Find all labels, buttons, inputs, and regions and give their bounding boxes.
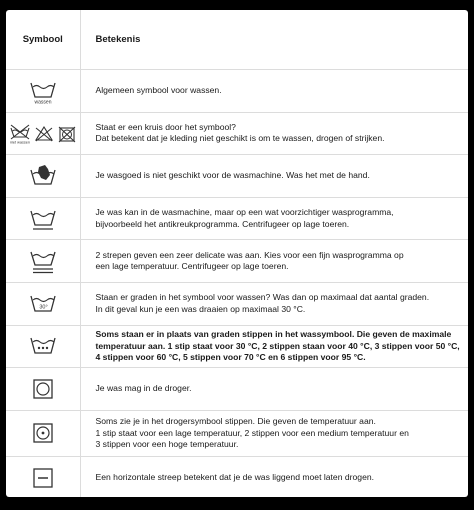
care-symbols-table-card [6, 10, 468, 497]
meaning-cell: Soms zie je in het drogersymbool stippen. Die geven de temperatuur aan. 1 stip staat voor een lage temperatuur, 2 stippen voor een medium temperatuur en 3 stippen voor een hoge temperatuur. [80, 410, 468, 456]
no-wash-icon-label: niet wassen [9, 140, 30, 145]
tumble-dryer-icon [32, 378, 54, 400]
dry-flat-icon [32, 467, 54, 489]
no-bleach-icon [34, 124, 54, 144]
table-row [6, 240, 468, 283]
symbol-cell [6, 240, 80, 283]
symbol-cell [6, 410, 80, 456]
symbol-cell [6, 456, 80, 497]
symbol-cell [6, 155, 80, 198]
symbol-cell [6, 70, 80, 113]
symbol-cell [6, 325, 80, 368]
table-row [6, 282, 468, 325]
symbol-cell [6, 282, 80, 325]
no-tumble-dry-icon [57, 124, 77, 144]
temperature-label: 30° [39, 304, 48, 311]
table-row [6, 325, 468, 368]
care-symbols-table [6, 10, 468, 497]
wash-tub-dots-icon [28, 333, 58, 359]
crossed-out-care-icons [6, 122, 80, 144]
meaning-cell: Algemeen symbool voor wassen. [80, 70, 468, 113]
table-row [6, 368, 468, 411]
symbol-cell [6, 368, 80, 411]
table-row [6, 155, 468, 198]
table-row [6, 410, 468, 456]
header-symbol: Symbool [6, 10, 80, 70]
meaning-cell: Een horizontale streep betekent dat je de was liggend moet laten drogen. [95, 472, 375, 483]
table-row [6, 112, 468, 155]
no-wash-icon [9, 122, 31, 144]
meaning-cell: Soms staan er in plaats van graden stippen in het wassymbool. Die geven de maximale temperatuur aan. 1 stip staat voor 30 °C, 2 stippen staan voor 40 °C, 3 stippen voor 50 °C, 4 stippen voor 60 °C, 5 stippen voor 70 °C en 6 stippen voor 95 °C. [80, 325, 468, 368]
wash-tub-temperature-icon [28, 291, 58, 317]
meaning-cell: 2 strepen geven een zeer delicate was aan. Kies voor een fijn wasprogramma op een lage temperatuur. Centrifugeer op lage toeren. [80, 240, 468, 283]
meaning-cell: Staan er graden in het symbool voor wassen? Was dan op maximaal dat aantal graden. In dit geval kun je een was draaien op maximaal 30 °C. [80, 282, 468, 325]
meaning-cell: Je wasgoed is niet geschikt voor de wasmachine. Was het met de hand. [80, 155, 468, 198]
hand-wash-icon [28, 163, 58, 189]
symbol-cell [6, 197, 80, 240]
table-row [6, 70, 468, 113]
wash-tub-one-bar-icon [28, 206, 58, 232]
wash-tub-icon [28, 78, 58, 104]
wash-tub-two-bars-icon [28, 247, 58, 275]
meaning-cell: Staat er een kruis door het symbool? Dat betekent dat je kleding niet geschikt is om te wassen, drogen of strijken. [80, 112, 468, 155]
symbol-cell [6, 112, 80, 155]
meaning-cell: Je was kan in de wasmachine, maar op een wat voorzichtiger wasprogramma, bijvoorbeeld het antikreukprogramma. Centrifugeer op lage toeren. [80, 197, 468, 240]
table-row [6, 197, 468, 240]
table-header-row [6, 10, 468, 70]
header-meaning: Betekenis [80, 10, 468, 70]
table-row [6, 456, 468, 497]
meaning-cell: Je was mag in de droger. [80, 368, 468, 411]
tumble-dryer-dot-icon [32, 422, 54, 444]
wash-icon-label: wassen [34, 99, 52, 104]
